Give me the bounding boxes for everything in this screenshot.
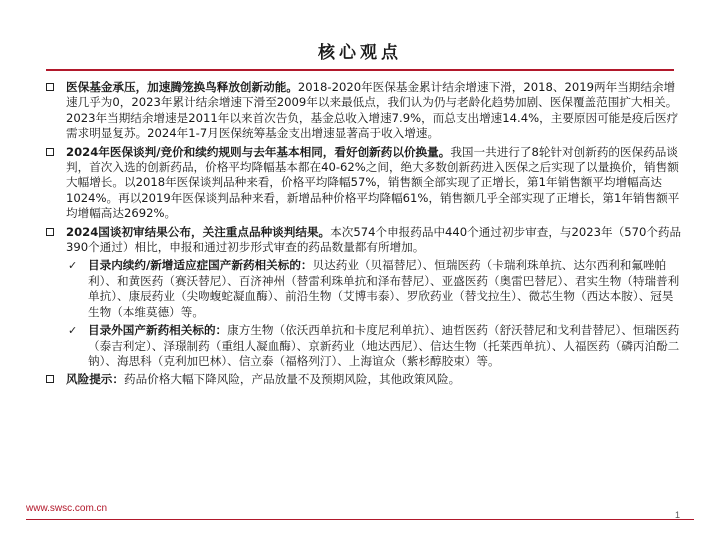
page-title: 核心观点 xyxy=(318,43,402,63)
sub-bullet-in-catalog xyxy=(66,258,684,320)
footer-url: www.swsc.com.cn xyxy=(26,503,108,514)
risk-lead: 风险提示： xyxy=(66,372,124,387)
sub-bullet-out-catalog xyxy=(66,323,684,369)
square-bullet-icon xyxy=(46,228,54,236)
bullet-risk xyxy=(44,372,684,387)
bullet-lead: 2024年医保谈判/竞价和续约规则与去年基本相同，看好创新药以价换量。 xyxy=(66,144,451,159)
square-bullet-icon xyxy=(46,375,54,383)
checkmark-icon: ✓ xyxy=(68,324,78,338)
bullet-lead: 2024国谈初审结果公布，关注重点品种谈判结果。 xyxy=(66,224,331,239)
risk-text: 药品价格大幅下降风险，产品放量不及预期风险，其他政策风险。 xyxy=(123,372,461,387)
bullet-text: 本次574个申报药品中440个通过初步审查，与2023年（570个药品390个通过）相比，申报和通过初步形式审查的药品数量都有所增加。 xyxy=(66,224,682,255)
bullet-negotiation xyxy=(44,145,684,222)
bullet-review xyxy=(44,225,684,256)
page-number: 1 xyxy=(674,510,680,520)
square-bullet-icon xyxy=(46,83,54,91)
title-divider xyxy=(46,69,674,71)
sub-bullet-text: 贝达药业（贝福替尼）、恒瑞医药（卡瑞利珠单抗、达尔西利和氟唑帕利）、和黄医药（赛沃替尼）、百济神州（替雷利珠单抗和泽布替尼）、亚盛医药（奥雷巴替尼）、君实生物（特瑞普利单抗）、康辰药业（尖吻蝮蛇凝血酶）、前沿生物（艾博韦泰）、罗欣药业（替戈拉生）、微芯生物（西达本胺）、冠昊生物（本维莫德）等。 xyxy=(88,258,680,319)
sub-bullet-lead: 目录内续约/新增适应症国产新药相关标的： xyxy=(88,258,313,273)
footer-divider xyxy=(26,519,694,520)
bullet-funding xyxy=(44,80,684,142)
checkmark-icon: ✓ xyxy=(68,259,78,273)
key-points xyxy=(44,80,684,391)
sub-bullet-text: 康方生物（依沃西单抗和卡度尼利单抗）、迪哲医药（舒沃替尼和戈利昔替尼）、恒瑞医药（泰吉利定）、泽璟制药（重组人凝血酶）、京新药业（地达西尼）、信达生物（托莱西单抗）、人福医药（磷丙泊酚二钠）、海思科（克利加巴林）、信立泰（福格列汀）、上海谊众（紫杉醇胶束）等。 xyxy=(88,323,680,368)
bullet-text: 2018-2020年医保基金累计结余增速下滑，2018、2019两年当期结余增速几乎为0，2023年累计结余增速下滑至2009年以来最低点，我们认为仍与老龄化趋势加剧、医保覆盖范围扩大相关。2023年当期结余增速是2011年以来首次告负，基金总收入增速7.9%，而总支出增速14.4%，主要原因可能是疫后医疗需求明显复苏。2024年1-7月医保统筹基金支出增速显著高于收入增速。 xyxy=(66,80,679,141)
sub-bullet-lead: 目录外国产新药相关标的： xyxy=(88,323,228,338)
bullet-lead: 医保基金承压，加速腾笼换鸟释放创新动能。 xyxy=(66,80,298,94)
bullet-text: 我国一共进行了8轮针对创新药的医保药品谈判，首次入选的创新药品，价格平均降幅基本都在40-62%之间，绝大多数创新药进入医保之后实现了以量换价，销售额大幅增长。以2018年医保谈判品种来看，价格平均降幅57%，销售额全部实现了正增长，第1年销售额平均增幅高达1024%。再以2019年医保谈判品种来看，新增品种价格平均降幅61%，销售额几乎全部实现了正增长，第1年销售额平均增幅高达2692%。 xyxy=(66,144,680,221)
square-bullet-icon xyxy=(46,148,54,156)
